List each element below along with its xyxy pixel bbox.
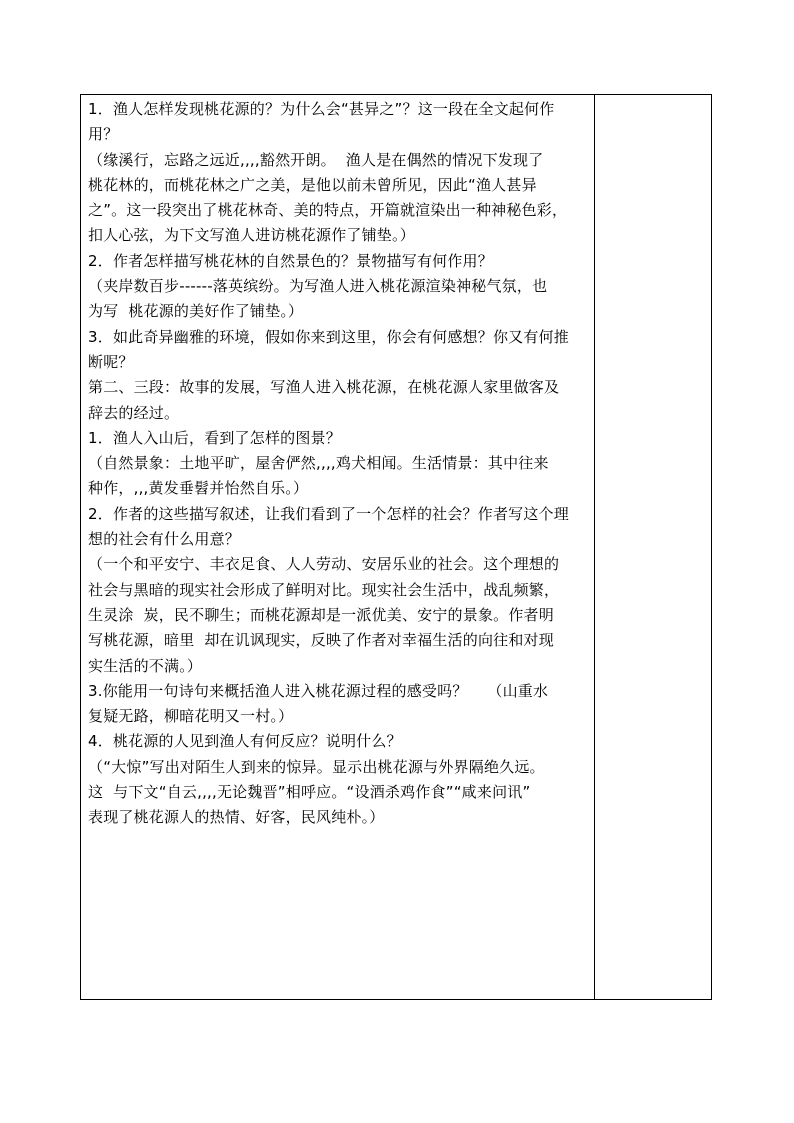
text-line: 桃花林的，而桃花林之广之美，是他以前未曾所见，因此“渔人甚异 <box>88 175 537 194</box>
text-line: 1．渔人入山后，看到了怎样的图景？ <box>88 428 341 447</box>
text-line: 第二、三段：故事的发展，写渔人进入桃花源，在桃花源人家里做客及 <box>88 378 560 397</box>
text-line: （“大惊”写出对陌生人到来的惊异。显示出桃花源与外界隔绝久远。 <box>88 757 545 776</box>
text-line: 辞去的经过。 <box>88 403 180 422</box>
text-line: 2．作者的这些描写叙述，让我们看到了一个怎样的社会？作者写这个理 <box>88 504 569 523</box>
text-line: （自然景象：土地平旷，屋舍俨然,,,,鸡犬相闻。生活情景：其中往来 <box>88 454 549 473</box>
text-line: 社会与黑暗的现实社会形成了鲜明对比。现实社会生活中，战乱频繁， <box>88 580 560 599</box>
text-line: 扣人心弦，为下文写渔人进访桃花源作了铺垫。） <box>88 226 415 245</box>
text-line: 种作，,,,黄发垂髫并怡然自乐。） <box>88 479 309 498</box>
text-line: 4．桃花源的人见到渔人有何反应？说明什么？ <box>88 732 402 751</box>
text-line: 3．如此奇异幽雅的环境，假如你来到这里，你会有何感想？你又有何推 <box>88 327 569 346</box>
text-line: 这 与下文“自云,,,,无论魏晋”相呼应。“设酒杀鸡作食”“咸来问讯” <box>88 783 531 802</box>
text-line: （夹岸数百步------落英缤纷。为写渔人进入桃花源渲染神秘气氛，也 <box>88 277 548 296</box>
text-line: 复疑无路，柳暗花明又一村。） <box>88 707 294 726</box>
text-line: 1．渔人怎样发现桃花源的？为什么会“甚异之”？这一段在全文起何作 <box>88 100 555 118</box>
text-line: 实生活的不满。） <box>88 656 203 675</box>
column-divider <box>594 94 595 1000</box>
text-line: 2．作者怎样描写桃花林的自然景色的？景物描写有何作用？ <box>88 251 493 270</box>
lesson-text-cell <box>88 97 592 831</box>
text-line: 3.你能用一句诗句来概括渔人进入桃花源过程的感受吗？ （山重水 <box>88 681 549 700</box>
text-line: 为写 桃花源的美好作了铺垫。） <box>88 302 304 321</box>
text-line: 之”。这一段突出了桃花林奇、美的特点，开篇就渲染出一种神秘色彩， <box>88 201 568 220</box>
text-line: 想的社会有什么用意？ <box>88 530 241 549</box>
text-line: 写桃花源，暗里 却在讥讽现实，反映了作者对幸福生活的向往和对现 <box>88 631 554 650</box>
text-line: 用？ <box>88 125 119 144</box>
text-line: 表现了桃花源人的热情、好客，民风纯朴。） <box>88 808 385 827</box>
text-line: 生灵涂 炭，民不聊生；而桃花源却是一派优美、安宁的景象。作者明 <box>88 605 554 624</box>
text-line: 断呢？ <box>88 352 134 371</box>
text-line: （一个和平安宁、丰衣足食、人人劳动、安居乐业的社会。这个理想的 <box>88 555 560 574</box>
text-line: （缘溪行，忘路之远近,,,,豁然开朗。 渔人是在偶然的情况下发现了 <box>88 150 544 169</box>
